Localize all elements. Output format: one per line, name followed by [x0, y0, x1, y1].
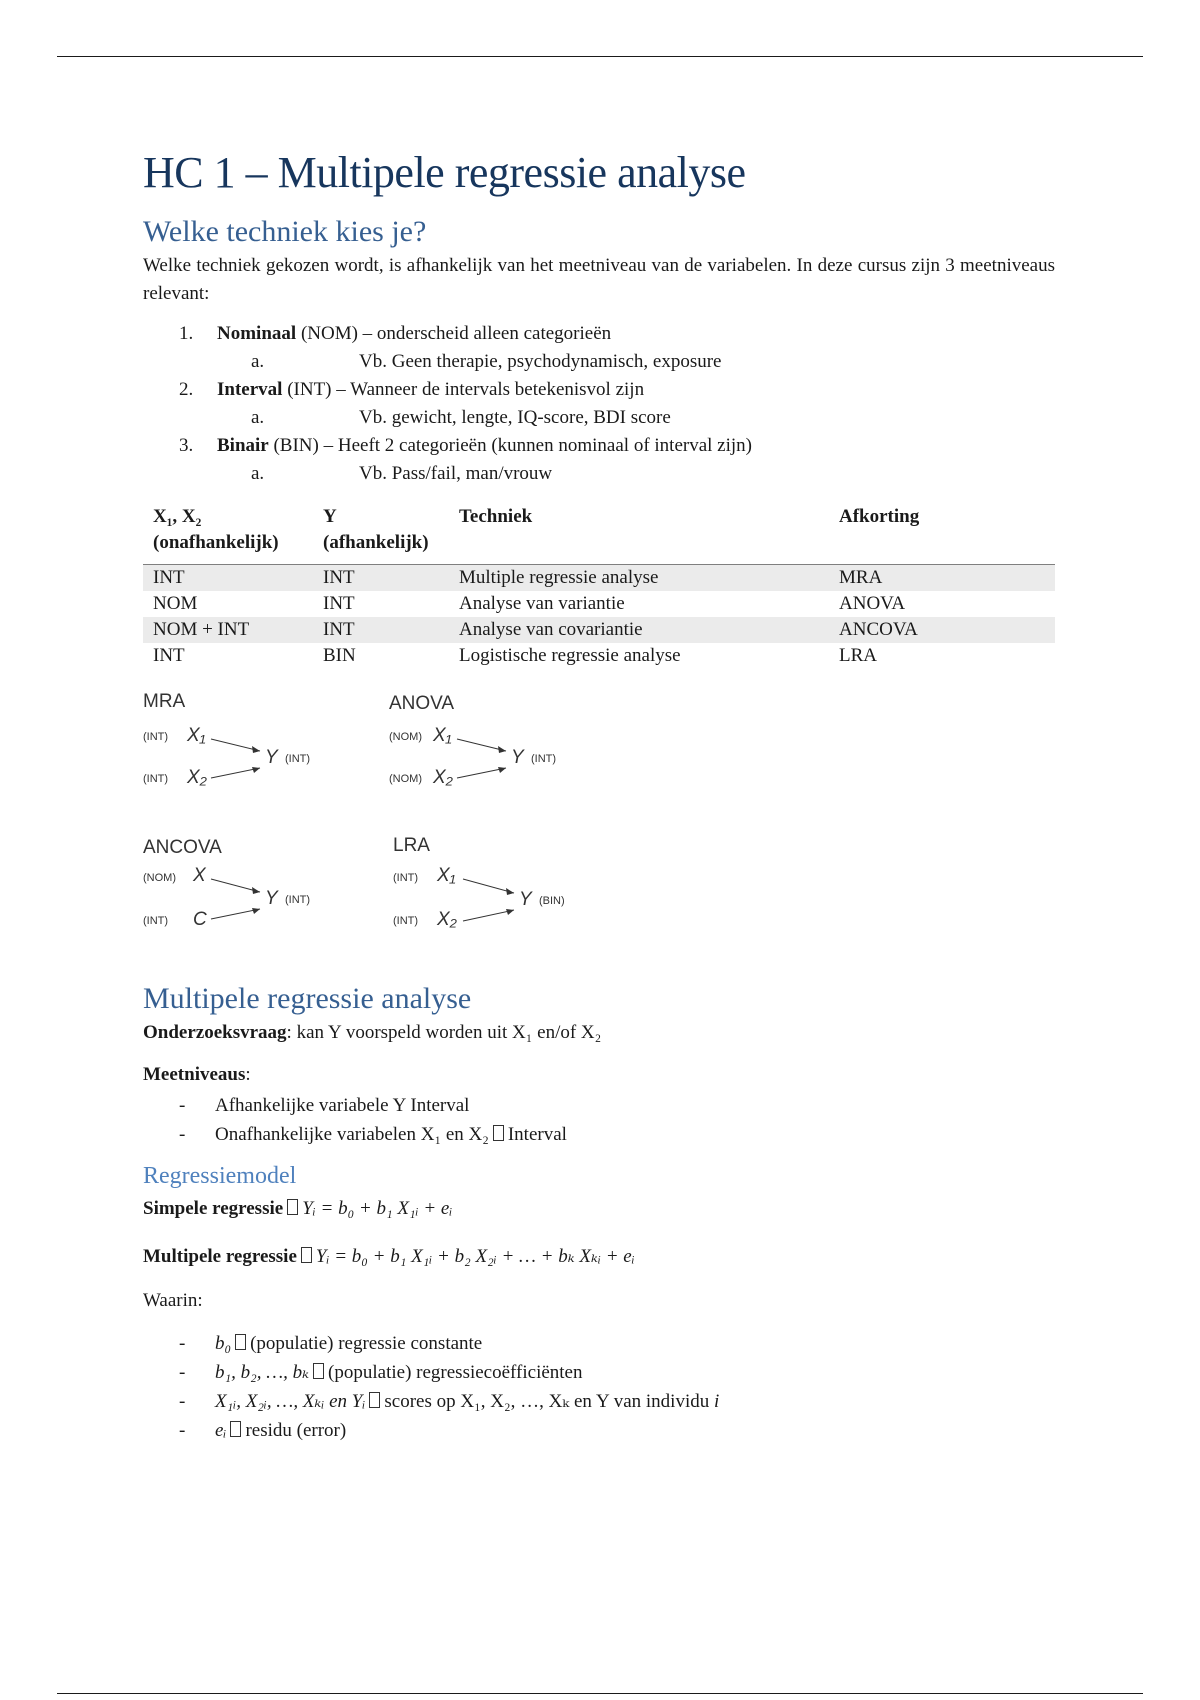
- top-rule: [57, 56, 1143, 57]
- technique-table: [143, 498, 1055, 669]
- col-header-x: X₁, X₂ (onafhankelijk): [143, 498, 313, 565]
- arrow-icon: [369, 1392, 380, 1408]
- diagram-title: ANOVA: [389, 693, 455, 714]
- table-header-row: [143, 498, 1055, 565]
- list-item: - Afhankelijke variabele Y Interval: [179, 1095, 470, 1116]
- levels-heading: Meetniveaus:: [143, 1064, 251, 1085]
- sub-item: a. Vb. gewicht, lengte, IQ-score, BDI score: [251, 407, 671, 428]
- levels-list: [143, 1091, 1055, 1149]
- list-item: 3. Binair (BIN) – Heeft 2 categorieën (kunnen nominaal of interval zijn) a. Vb. Pass/fail, man/vrouw: [143, 432, 1055, 488]
- technique-diagrams: [143, 691, 1055, 959]
- arrow-icon: [313, 1363, 324, 1379]
- measurement-levels-list: [143, 320, 1055, 488]
- section-heading-mra: Multipele regressie analyse: [143, 982, 472, 1015]
- list-item: - b₀ (populatie) regressie constante: [179, 1333, 483, 1354]
- list-item: - b₁, b₂, …, bₖ (populatie) regressiecoëfficiënten: [179, 1362, 583, 1383]
- document-body: [143, 140, 1055, 1445]
- arrow-icon: [287, 1199, 298, 1215]
- definitions-list: [143, 1329, 1055, 1445]
- diagram-title: MRA: [143, 691, 186, 712]
- subheading-model: Regressiemodel: [143, 1163, 297, 1189]
- arrow-icon: [230, 1421, 241, 1437]
- table-row: INT INT Multiple regressie analyse MRA: [143, 565, 1055, 592]
- diagram-lra: LRA (INT) X₁ (INT) X₂ Y (BIN): [393, 835, 633, 955]
- sub-item: a. Vb. Geen therapie, psychodynamisch, exposure: [251, 351, 722, 372]
- diagram-title: ANCOVA: [143, 837, 222, 858]
- intro-paragraph: Welke techniek gekozen wordt, is afhankelijk van het meetniveau van de variabelen. In deze cursus zijn 3 meetniveaus relevant:: [143, 255, 1055, 304]
- table-row: NOM + INT INT Analyse van covariantie ANCOVA: [143, 617, 1055, 643]
- where-label: Waarin:: [143, 1290, 203, 1311]
- section-heading-technique: Welke techniek kies je?: [143, 215, 427, 248]
- arrow-icon: [301, 1247, 312, 1263]
- page-title: HC 1 – Multipele regressie analyse: [143, 148, 746, 197]
- list-item: 1. Nominaal (NOM) – onderscheid alleen categorieën a. Vb. Geen therapie, psychodynamisch, exposure: [143, 320, 1055, 376]
- list-item: - eᵢ residu (error): [179, 1420, 347, 1441]
- col-header-technique: Techniek: [449, 498, 829, 565]
- diagram-mra: MRA (INT) X₁ (INT) X₂ Y (INT): [143, 691, 383, 811]
- missing-glyph-icon: [493, 1125, 504, 1141]
- multiple-regression: Multipele regressie Yᵢ = b₀ + b₁ X₁ᵢ + b₂ X₂ᵢ + … + bₖ Xₖᵢ + eᵢ: [143, 1246, 635, 1267]
- col-header-y: Y (afhankelijk): [313, 498, 449, 565]
- research-question: Onderzoeksvraag: kan Y voorspeld worden uit X₁ en/of X₂: [143, 1022, 602, 1043]
- diagram-title: LRA: [393, 835, 430, 856]
- list-item: - X₁ᵢ, X₂ᵢ, …, Xₖᵢ en Yᵢ scores op X₁, X₂, …, Xₖ en Y van individu i: [179, 1391, 720, 1412]
- arrow-icon: [235, 1334, 246, 1350]
- bottom-rule: [57, 1693, 1143, 1694]
- table-row: NOM INT Analyse van variantie ANOVA: [153, 593, 906, 614]
- table-row: INT BIN Logistische regressie analyse LRA: [153, 645, 877, 666]
- list-item: - Onafhankelijke variabelen X₁ en X₂ Interval: [179, 1124, 567, 1145]
- simple-regression: Simpele regressie Yᵢ = b₀ + b₁ X₁ᵢ + eᵢ: [143, 1198, 453, 1219]
- col-header-abbrev: Afkorting: [829, 498, 1055, 565]
- list-item: 2. Interval (INT) – Wanneer de intervals betekenisvol zijn a. Vb. gewicht, lengte, IQ-score, BDI score: [143, 376, 1055, 432]
- sub-item: a. Vb. Pass/fail, man/vrouw: [251, 463, 553, 484]
- diagram-anova: ANOVA (NOM) X₁ (NOM) X₂ Y (INT): [389, 693, 629, 813]
- diagram-ancova: ANCOVA (NOM) X (INT) C Y (INT): [143, 837, 383, 957]
